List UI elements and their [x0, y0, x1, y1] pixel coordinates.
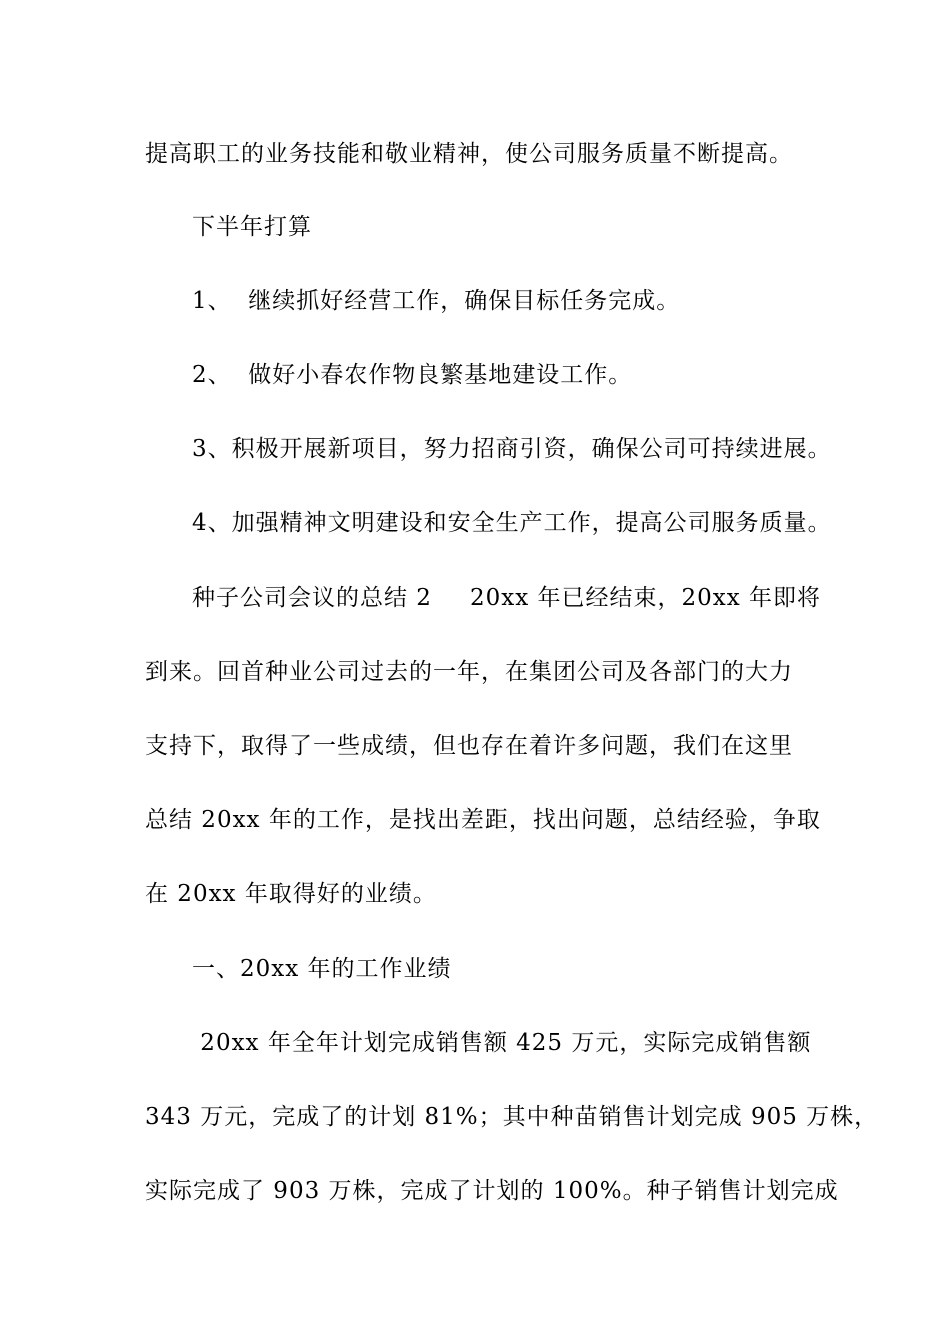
list-item: 2、 做好小春农作物良繁基地建设工作。: [192, 362, 633, 388]
summary-title: 种子公司会议的总结 2: [192, 585, 432, 611]
paragraph-line: 实际完成了 903 万株，完成了计划的 100%。种子销售计划完成: [145, 1178, 839, 1204]
paragraph-line: 20xx 年全年计划完成销售额 425 万元，实际完成销售额: [192, 1030, 812, 1056]
list-item: 3、积极开展新项目，努力招商引资，确保公司可持续进展。: [192, 436, 832, 462]
list-item: 4、加强精神文明建设和安全生产工作，提高公司服务质量。: [192, 510, 832, 536]
paragraph-line: 在 20xx 年取得好的业绩。: [145, 881, 437, 907]
paragraph-line: 总结 20xx 年的工作，是找出差距，找出问题，总结经验，争取: [145, 807, 821, 833]
paragraph-line: 支持下，取得了一些成绩，但也存在着许多问题，我们在这里: [145, 733, 793, 759]
list-item: 1、 继续抓好经营工作，确保目标任务完成。: [192, 288, 681, 314]
paragraph-line: 343 万元，完成了的计划 81%；其中种苗销售计划完成 905 万株，: [145, 1104, 879, 1130]
paragraph-text: 20xx 年已经结束，20xx 年即将: [469, 585, 821, 611]
section-heading: 下半年打算: [192, 214, 312, 240]
paragraph-line: 到来。回首种业公司过去的一年，在集团公司及各部门的大力: [145, 659, 793, 685]
paragraph-line: 提高职工的业务技能和敬业精神，使公司服务质量不断提高。: [145, 141, 793, 167]
section-heading: 一、20xx 年的工作业绩: [192, 956, 452, 982]
paragraph-line: [192, 583, 872, 613]
